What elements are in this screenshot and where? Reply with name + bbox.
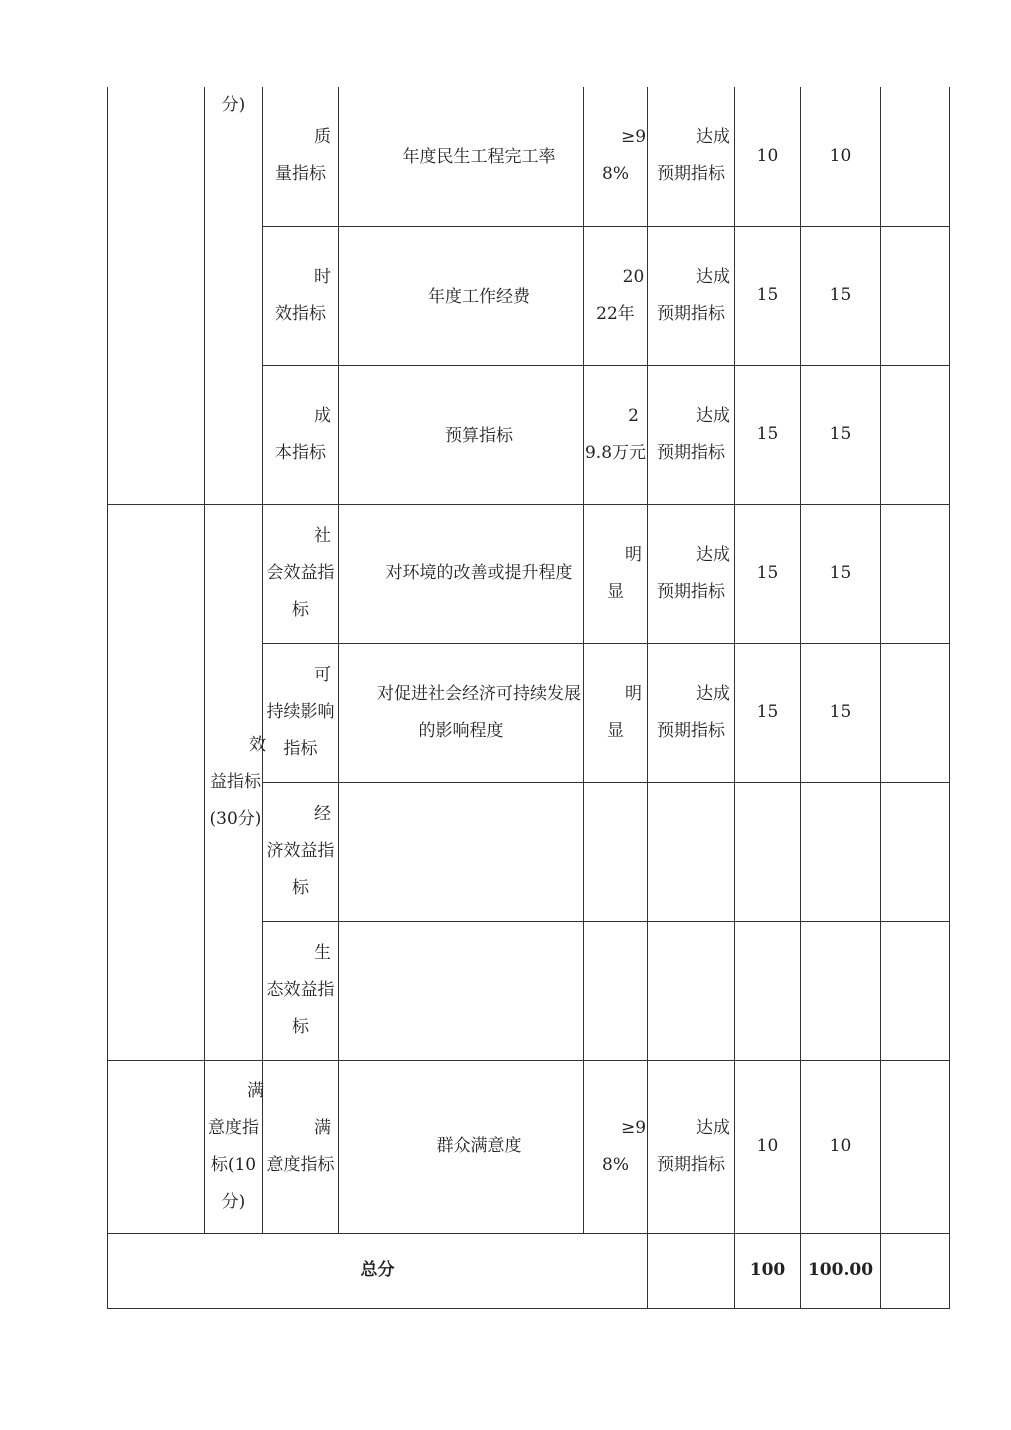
level2-indicator-cell: 可持续影响指标 [263,643,339,782]
total-label: 总分 [108,1233,648,1308]
indicator-name-cell: 群众满意度 [339,1060,584,1233]
indicator-value-cell: ≥98% [584,87,648,226]
indicator-value-cell: 29.8万元 [584,365,648,504]
total-row [108,1233,950,1308]
weight-cell [735,921,801,1060]
performance-indicator-table [107,87,950,1309]
indicator-name-cell: 预算指标 [339,365,584,504]
output-category-text: 分) [221,95,246,115]
remark-cell [881,921,950,1060]
total-weight-cell: 100 [735,1233,801,1308]
indicator-value-cell: 明显 [584,504,648,643]
indicator-value-cell [584,921,648,1060]
scoring-standard-cell [648,921,735,1060]
total-remark-cell [881,1233,950,1308]
indicator-name-cell [339,782,584,921]
level1-blank-cell [108,87,205,504]
score-cell [801,921,881,1060]
indicator-name-cell: 年度工作经费 [339,226,584,365]
output-category-cell [205,87,263,504]
weight-cell [735,782,801,921]
level1-blank-cell [108,1060,205,1233]
level2-indicator-cell: 社会效益指标 [263,504,339,643]
remark-cell [881,643,950,782]
total-score-cell: 100.00 [801,1233,881,1308]
score-cell: 10 [801,87,881,226]
table-row [108,504,950,643]
table-row [108,87,950,226]
level2-indicator-cell: 时效指标 [263,226,339,365]
score-cell: 15 [801,504,881,643]
level2-indicator-cell: 成本指标 [263,365,339,504]
total-standard-cell [648,1233,735,1308]
score-cell: 15 [801,643,881,782]
satisfaction-category-cell: 满意度指标(10分) [205,1060,263,1233]
score-cell: 15 [801,226,881,365]
indicator-value-cell: 2022年 [584,226,648,365]
indicator-name-cell: 对促进社会经济可持续发展的影响程度 [339,643,584,782]
weight-cell: 15 [735,504,801,643]
scoring-standard-cell: 达成预期指标 [648,643,735,782]
benefit-category-cell: 效益指标(30分) [205,504,263,1060]
indicator-name-cell: 年度民生工程完工率 [339,87,584,226]
scoring-standard-cell: 达成预期指标 [648,365,735,504]
indicator-value-cell: ≥98% [584,1060,648,1233]
score-cell: 10 [801,1060,881,1233]
weight-cell: 10 [735,1060,801,1233]
indicator-value-cell [584,782,648,921]
indicator-name-cell: 对环境的改善或提升程度 [339,504,584,643]
level1-blank-cell [108,504,205,1060]
score-cell [801,782,881,921]
level2-indicator-cell: 生态效益指标 [263,921,339,1060]
scoring-standard-cell [648,782,735,921]
weight-cell: 15 [735,643,801,782]
level2-indicator-cell: 经济效益指标 [263,782,339,921]
scoring-standard-cell: 达成预期指标 [648,87,735,226]
scoring-standard-cell: 达成预期指标 [648,1060,735,1233]
remark-cell [881,504,950,643]
weight-cell: 15 [735,365,801,504]
level2-indicator-cell: 满意度指标 [263,1060,339,1233]
remark-cell [881,365,950,504]
score-cell: 15 [801,365,881,504]
indicator-name-cell [339,921,584,1060]
remark-cell [881,782,950,921]
weight-cell: 10 [735,87,801,226]
indicator-value-cell: 明显 [584,643,648,782]
scoring-standard-cell: 达成预期指标 [648,504,735,643]
scoring-standard-cell: 达成预期指标 [648,226,735,365]
remark-cell [881,226,950,365]
weight-cell: 15 [735,226,801,365]
remark-cell [881,1060,950,1233]
table-row [108,1060,950,1233]
remark-cell [881,87,950,226]
level2-indicator-cell: 质量指标 [263,87,339,226]
